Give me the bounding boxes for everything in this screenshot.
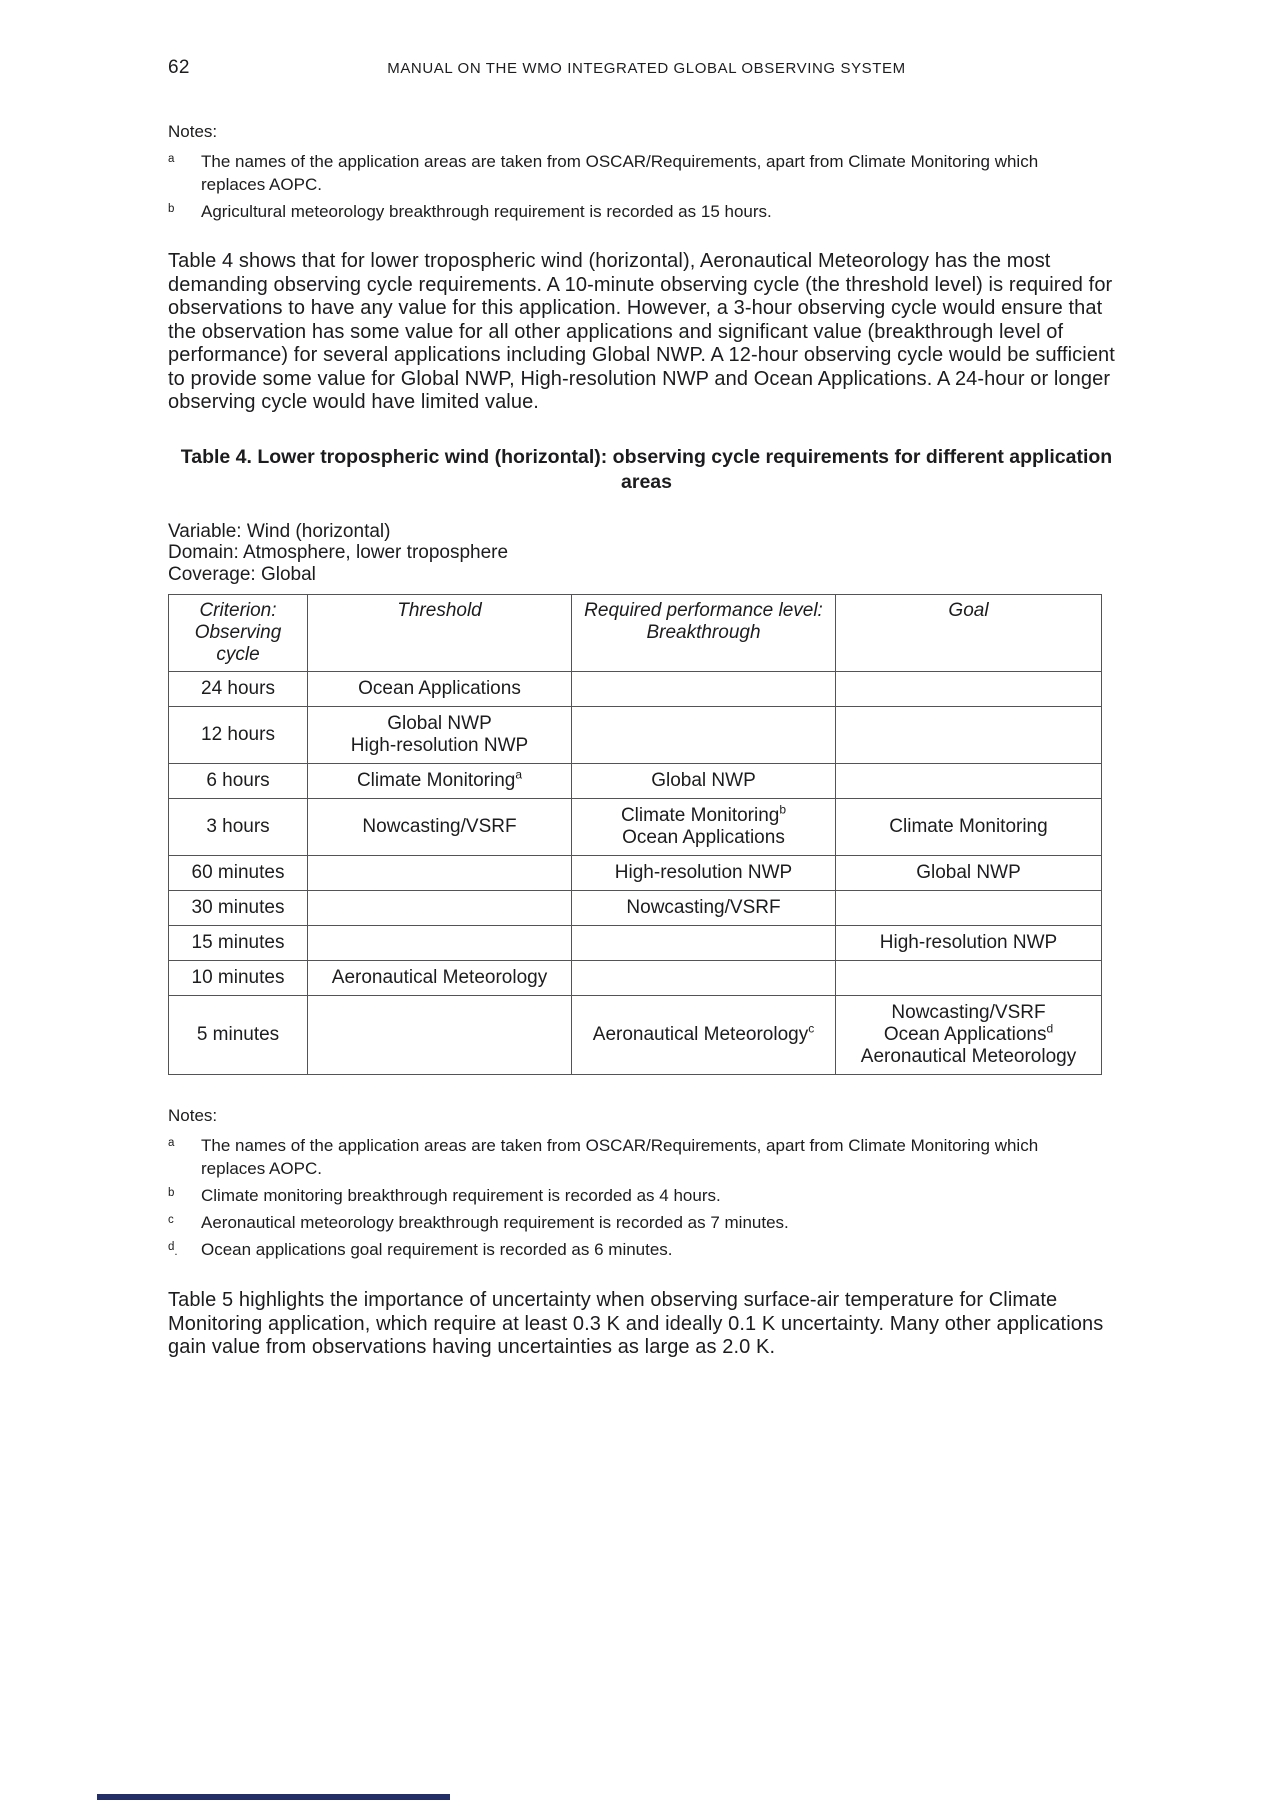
footnote — [168, 1211, 1125, 1234]
cell-criterion: 12 hours — [169, 707, 308, 764]
footnote-text: Aeronautical meteorology breakthrough requirement is recorded as 7 minutes. — [201, 1213, 789, 1232]
table4-meta-variable: Variable: Wind (horizontal) — [168, 520, 391, 542]
table-row — [169, 891, 1102, 926]
cell-goal — [836, 707, 1102, 764]
table-row — [169, 996, 1102, 1075]
cell-criterion: 5 minutes — [169, 996, 308, 1075]
table4-meta-domain: Domain: Atmosphere, lower troposphere — [168, 542, 509, 563]
cell-threshold: Global NWP High-resolution NWP — [308, 707, 572, 764]
table-row — [169, 856, 1102, 891]
table-row — [169, 926, 1102, 961]
cell-goal: High-resolution NWP — [836, 926, 1102, 961]
cell-breakthrough: Climate Monitoring$^b$ Ocean Applications — [572, 799, 836, 856]
table4 — [168, 594, 1102, 1075]
notes-top-label: Notes: — [168, 122, 218, 141]
cell-breakthrough — [572, 672, 836, 707]
footnote-marker: b — [168, 203, 175, 215]
table-row — [169, 799, 1102, 856]
cell-goal — [836, 961, 1102, 996]
table4-meta — [168, 521, 1125, 586]
table-row — [169, 961, 1102, 996]
cell-goal: Climate Monitoring — [836, 799, 1102, 856]
cell-criterion: 10 minutes — [169, 961, 308, 996]
cell-threshold — [308, 856, 572, 891]
footnote — [168, 1184, 1125, 1207]
cell-criterion: 24 hours — [169, 672, 308, 707]
cell-goal — [836, 672, 1102, 707]
cell-goal — [836, 891, 1102, 926]
cell-threshold: Nowcasting/VSRF — [308, 799, 572, 856]
cell-breakthrough — [572, 926, 836, 961]
table4-caption: Table 4. Lower tropospheric wind (horizontal): observing cycle requirements for different application areas — [180, 445, 1113, 493]
footnote — [168, 1134, 1125, 1180]
cell-criterion: 3 hours — [169, 799, 308, 856]
table-header-row — [169, 595, 1102, 672]
table-header-cell-threshold: Threshold — [308, 595, 572, 672]
paragraph-table4-discussion: Table 4 shows that for lower tropospheric wind (horizontal), Aeronautical Meteorology has the most demanding observing cycle requirements. A 10-minute observing cycle (the threshold level) is required for observations to have any value for this application. However, a 3-hour observing cycle would ensure that the observation has some value for all other applications and significant value (breakthrough level of performance) for several applications including Global NWP. A 12-hour observing cycle would be sufficient to provide some value for Global NWP, High-resolution NWP and Ocean Applications. A 24-hour or longer observing cycle would have limited value. — [168, 250, 1115, 413]
table4-meta-coverage: Coverage: Global — [168, 563, 316, 585]
footnote-marker: c — [168, 1214, 174, 1226]
cell-threshold — [308, 996, 572, 1075]
cell-criterion: 15 minutes — [169, 926, 308, 961]
cell-goal — [836, 764, 1102, 799]
cell-threshold — [308, 926, 572, 961]
table-header-cell-criterion: Criterion: Observing cycle — [169, 595, 308, 672]
paragraph-table5-discussion: Table 5 highlights the importance of uncertainty when observing surface-air temperature for Climate Monitoring application, which require at least 0.3 K and ideally 0.1 K uncertainty. Many other applications gain value from observations having uncertainties as large as 2.0 K. — [168, 1289, 1104, 1358]
cell-criterion: 60 minutes — [169, 856, 308, 891]
footnote-text: Climate monitoring breakthrough requirement is recorded as 4 hours. — [201, 1186, 721, 1205]
running-title: MANUAL ON THE WMO INTEGRATED GLOBAL OBSERVING SYSTEM — [387, 60, 906, 77]
cell-threshold: Ocean Applications — [308, 672, 572, 707]
table-header-cell-breakthrough: Required performance level: Breakthrough — [572, 595, 836, 672]
table-header-cell-goal: Goal — [836, 595, 1102, 672]
cell-threshold: Aeronautical Meteorology — [308, 961, 572, 996]
footnote-text: Agricultural meteorology breakthrough requirement is recorded as 15 hours. — [201, 202, 772, 221]
footnote-marker: b — [168, 1187, 175, 1199]
table-row — [169, 707, 1102, 764]
cell-breakthrough: High-resolution NWP — [572, 856, 836, 891]
footnote-marker: $^d$. — [168, 1241, 178, 1258]
footnote-text: The names of the application areas are taken from OSCAR/Requirements, apart from Climate Monitoring which replaces AOPC. — [201, 152, 1039, 194]
cell-breakthrough: Aeronautical Meteorology$^c$ — [572, 996, 836, 1075]
footnote-marker: a — [168, 1137, 175, 1149]
footnote-text: Ocean applications goal requirement is recorded as 6 minutes. — [201, 1240, 673, 1259]
notes-top — [168, 121, 1125, 223]
page-number: 62 — [168, 57, 190, 78]
footnote-text: The names of the application areas are taken from OSCAR/Requirements, apart from Climate Monitoring which replaces AOPC. — [201, 1136, 1039, 1178]
footnote — [168, 1238, 1125, 1261]
footnote — [168, 200, 1125, 223]
table4-header — [169, 595, 1102, 672]
footnote — [168, 150, 1125, 196]
footer-accent-bar — [97, 1794, 450, 1800]
cell-breakthrough — [572, 707, 836, 764]
cell-goal: Global NWP — [836, 856, 1102, 891]
footnote-marker: a — [168, 153, 175, 165]
running-head — [168, 57, 1125, 81]
cell-threshold: Climate Monitoring$^a$ — [308, 764, 572, 799]
cell-breakthrough: Nowcasting/VSRF — [572, 891, 836, 926]
table4-body — [169, 672, 1102, 1075]
notes-bottom-label: Notes: — [168, 1106, 218, 1125]
notes-bottom — [168, 1105, 1125, 1261]
cell-breakthrough: Global NWP — [572, 764, 836, 799]
cell-threshold — [308, 891, 572, 926]
table-row — [169, 672, 1102, 707]
table-row — [169, 764, 1102, 799]
cell-breakthrough — [572, 961, 836, 996]
cell-criterion: 30 minutes — [169, 891, 308, 926]
cell-goal: Nowcasting/VSRF Ocean Applications$^d$ Aeronautical Meteorology — [836, 996, 1102, 1075]
cell-criterion: 6 hours — [169, 764, 308, 799]
